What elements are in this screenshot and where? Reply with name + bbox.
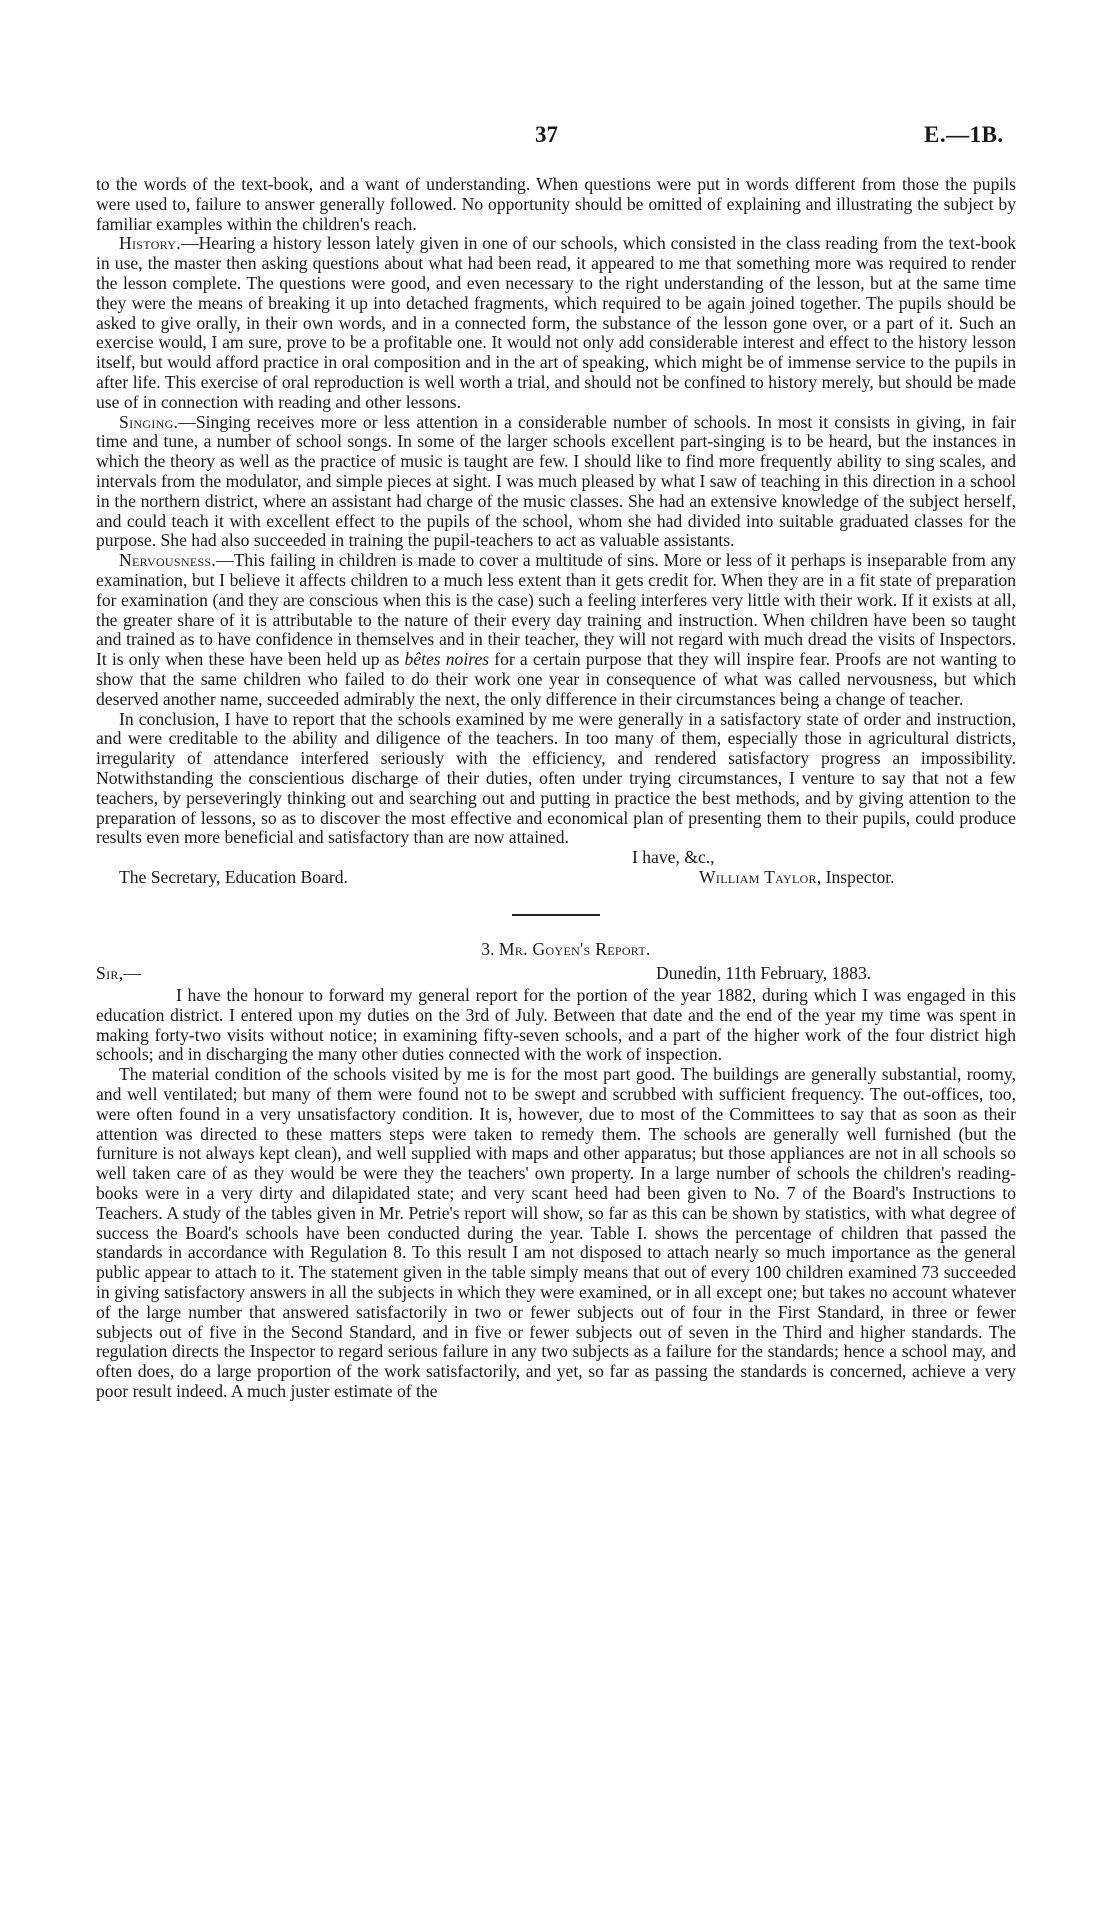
history-text: —Hearing a history lesson lately given in one of our schools, which consisted in the class reading from the text-book in use, the master then asking questions about what had been read, it appeared to me that something more was required to render the lesson complete. The questions were good, and even necessary to the right understanding of the lesson, but at the same time they were the means of breaking it up into detached fragments, which required to be again joined together. The pupils should be asked to give orally, in their own words, and in a connected form, the substance of the lesson gone over, or a part of it. Such an exercise would, I am sure, prove to be a profitable one. It would not only add considerable interest and effect to the history lesson itself, but would afford practice in oral composition and in the art of speaking, which might be of immense service to the pupils in after life. This exercise of oral reproduction is well worth a trial, and should not be confined to history merely, but should be made use of in connection with reading and other lessons. [96,233,1016,412]
section-heading-nervousness: Nervousness. [119,550,217,571]
divider-rule [512,914,600,916]
report-title-name: Mr. Goyen's Report. [498,939,651,960]
paragraph-singing [96,413,1016,552]
paragraph-report-intro: I have the honour to forward my general report for the portion of the year 1882, during which I was engaged in this education district. I entered upon my duties on the 3rd of July. Between that date and the end of the year my time was spent in making forty-two visits without notice; in examining fifty-seven schools, and a part of the higher work of the four district high schools; and in discharging the many other duties connected with the work of inspection. [96,985,1016,1065]
nervousness-text-a: —This failing in children is made to cover a multitude of sins. More or less of it perhaps is inseparable from any examination, but I believe it affects children to a much less extent than it gets credit for. When they are in a fit state of preparation for examination (and they are conscious when this is the case) such a feeling interferes very little with their work. If it exists at all, the greater share of it is attributable to the nature of their every day training and instruction. When children have been so taught and trained as to have confidence in themselves and in their teacher, they will not regard with much dread the visits of Inspectors. It is only when these have been held up as [96,550,1016,670]
section-divider [96,890,1016,940]
paragraph-conclusion: In conclusion, I have to report that the schools examined by me were generally in a satisfactory state of order and instruction, and were creditable to the ability and diligence of the teachers. In too many of them, especially those in agricultural districts, irregularity of attendance interfered seriously with the efficiency, and rendered satisfactory progress an impossibility. Notwithstanding the conscientious discharge of their duties, often under trying circumstances, I venture to say that not a few teachers, by perseveringly thinking out and searching out and putting in practice the best methods, and by giving attention to the preparation of lessons, so as to discover the most effective and economical plan of presenting them to their pupils, could produce results even more beneficial and satisfactory than are now attained. [96,708,1016,848]
signature-line [96,868,1016,890]
recipient: The Secretary, Education Board. [119,867,348,888]
nervousness-italic-phrase: bêtes noires [404,649,490,670]
paragraph-nervousness [96,551,1016,709]
page-header [0,122,1114,152]
document-reference: E.—1B. [924,122,1004,147]
paragraph-continuation: to the words of the text-book, and a want of understanding. When questions were put in words different from those the pupils were used to, failure to answer generally followed. No opportunity should be omitted of explaining and illustrating the subject by familiar examples within the children's reach. [96,174,1016,234]
signer-title: , Inspector. [816,867,895,888]
place-date: Dunedin, 11th February, 1883. [656,963,872,984]
paragraph-history [96,234,1016,412]
closing-phrase: I have, &c., [632,847,715,868]
paragraph-material-condition: The material condition of the schools visited by me is for the most part good. The buildings are generally substantial, roomy, and well ventilated; but many of them were found not to be swept and scrubbed with sufficient frequency. The out-offices, too, were often found in a very unsatisfactory condition. It is, however, due to most of the Committees to say that as soon as their attention was directed to these matters steps were taken to remedy them. The schools are generally well furnished (but the furniture is not always kept clean), and well supplied with maps and other apparatus; but those appliances are not in all schools so well taken care of as they would be were they the teachers' own property. In a large number of schools the children's reading-books were in a very dirty and dilapidated state; and very scant heed had been given to No. 7 of the Board's Instructions to Teachers. A study of the tables given in Mr. Petrie's report will show, so far as this can be shown by statistics, with what degree of success the Board's schools have been conducted during the year. Table I. shows the percentage of children that passed the standards in accordance with Regulation 8. To this result I am not disposed to attach nearly so much importance as the general public appear to attach to it. The statement given in the table simply means that out of every 100 children examined 73 succeeded in giving satisfactory answers in all the subjects in which they were examined, or in all except one; but takes no account whatever of the large number that answered satisfactorily in two or fewer subjects out of four in the First Standard, in three or fewer subjects out of five in the Second Standard, and in five or fewer subjects out of seven in the Third and higher standards. The regulation directs the Inspector to regard serious failure in any two subjects as a failure for the standards; hence a school may, and often does, do a large proportion of the work satisfactorily, and yet, so far as passing the standards is concerned, achieve a very poor result indeed. A much juster estimate of the [96,1064,1016,1402]
section-heading-singing: Singing. [119,411,179,432]
signer-name: William Taylor [699,867,817,888]
report-title-number: 3. [481,939,499,960]
report-title [96,940,1016,964]
document-body [96,175,1016,1402]
salutation-line [96,964,1016,986]
signature [699,868,895,888]
nervousness-text-b: for a certain purpose that they will inspire fear. Proofs are not wanting to show that the same children who failed to do their work one year in consequence of what was called nervousness, but which deserved another name, succeeded admirably the next, the only difference in their circumstances being a change of teacher. [96,649,1017,709]
section-heading-history: History. [119,233,181,254]
closing-line [96,848,1016,868]
page-number: 37 [535,122,558,147]
salutation: Sir,— [96,963,142,984]
singing-text: —Singing receives more or less attention in a considerable number of schools. In most it consists in giving, in fair time and tune, a number of school songs. In some of the larger schools excellent part-singing is to be heard, but the instances in which the theory as well as the practice of music is taught are few. I should like to find more frequently ability to sing scales, and intervals from the modulator, and simple pieces at sight. I was much pleased by what I saw of teaching in this direction in a school in the northern district, where an assistant had charge of the music classes. She had an extensive knowledge of the subject herself, and could teach it with excellent effect to the pupils of the school, whom she had divided into suitable graduated classes for the purpose. She had also succeeded in training the pupil-teachers to act as valuable assistants. [96,411,1016,551]
